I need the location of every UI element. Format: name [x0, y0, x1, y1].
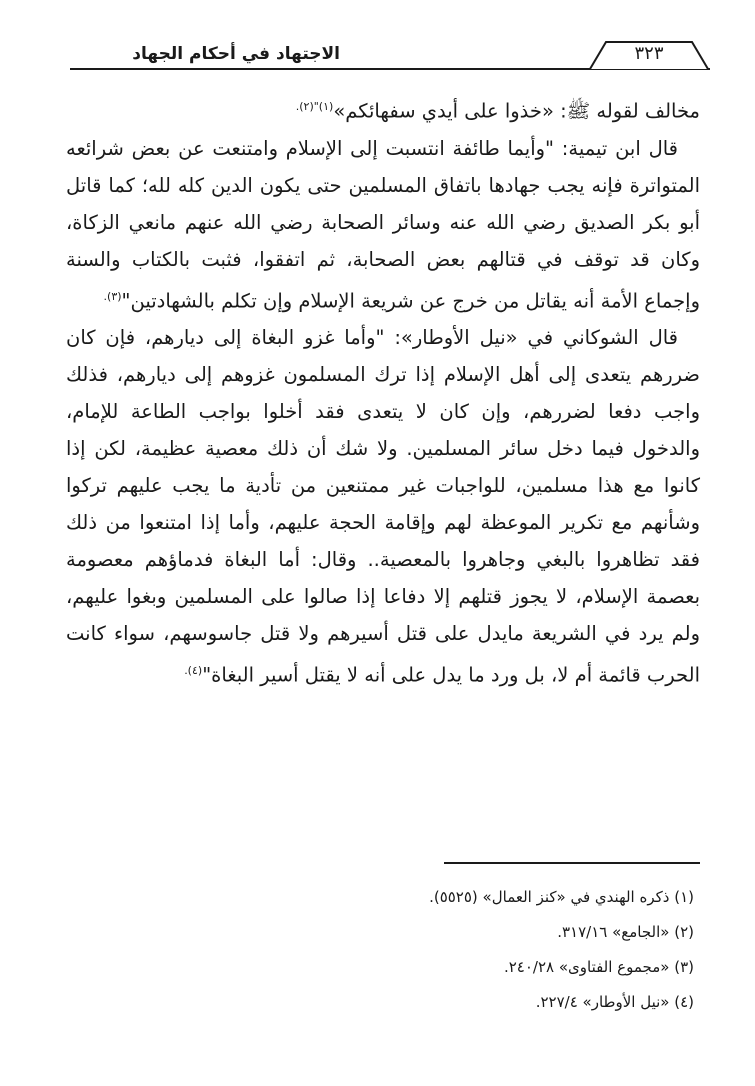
footnote-separator [444, 862, 700, 864]
paragraph-2-text: قال ابن تيمية: "وأيما طائفة انتسبت إلى الإسلام وامتنعت عن بعض شرائعه المتواترة فإنه يجب جهادها باتفاق المسلمين حتى يكون الدين كله لله؛ كما قاتل أبو بكر الصديق رضي الله عنه وسائر الصحابة رضي الله عنهم مانعي الزكاة، وكان قد توقف في قتالهم بعض الصحابة، ثم اتفقوا، فثبت بالكتاب والسنة وإجماع الأمة أنه يقاتل من خرج عن شريعة الإسلام وإن تكلم بالشهادتين" [66, 136, 700, 312]
paragraph-3-text: قال الشوكاني في «نيل الأوطار»: "وأما غزو البغاة إلى ديارهم، فإن كان ضررهم يتعدى إلى أهل الإسلام إذا ترك المسلمون غزوهم إلى ديارهم، فذلك واجب دفعا لضررهم، وإن كان لا يتعدى فقد أخلوا بواجب الطاعة للإمام، والدخول فيما دخل سائر المسلمين. ولا شك أن ذلك معصية عظيمة، لكن إذا كانوا مع هذا مسلمين، للواجبات غير ممتنعين من تأدية ما يجب عليهم تركوا وشأنهم مع تكرير الموعظة لهم وإقامة الحجة عليهم، وأما إذا امتنعوا من ذلك فقد تظاهروا بالبغي وجاهروا بالمعصية.. وقال: أما البغاة فدماؤهم معصومة بعصمة الإسلام، لا يجوز قتلهم إلا دفاعا إذا صالوا على المسلمين وبغوا عليهم، ولم يرد في الشريعة مايدل على قتل أسيرهم ولا قتل جاسوسهم، سواء كانت الحرب قائمة أم لا، بل ورد ما يدل على أنه لا يقتل أسير البغاة" [66, 326, 700, 687]
page-number: ٣٢٣ [634, 43, 664, 64]
paragraph-ibn-taymiyyah [66, 130, 700, 320]
paragraph-shawkani [66, 319, 700, 694]
running-title: الاجتهاد في أحكام الجهاد [132, 44, 340, 64]
footnote-1: (١) ذكره الهندي في «كنز العمال» (٥٥٢٥). [429, 888, 694, 906]
footnote-marker-4: (٤). [184, 664, 203, 677]
footnote-marker-3: (٣). [103, 289, 122, 303]
footnote-2: (٢) «الجامع» ٣١٧/١٦. [557, 923, 694, 941]
footnote-3: (٣) «مجموع الفتاوى» ٢٤٠/٢٨. [503, 958, 694, 976]
running-header [70, 38, 710, 74]
footnote-4: (٤) «نيل الأوطار» ٢٢٧/٤. [535, 993, 694, 1011]
paragraph-1-text: مخالف لقوله ﷺ: «خذوا على أيدي سفهائكم» [333, 99, 700, 123]
paragraph-1 [66, 88, 700, 130]
footnote-marker-1-2: (١)"(٢). [295, 100, 334, 113]
main-text [66, 88, 700, 694]
page-number-badge [588, 38, 710, 72]
footnotes [66, 880, 700, 1020]
